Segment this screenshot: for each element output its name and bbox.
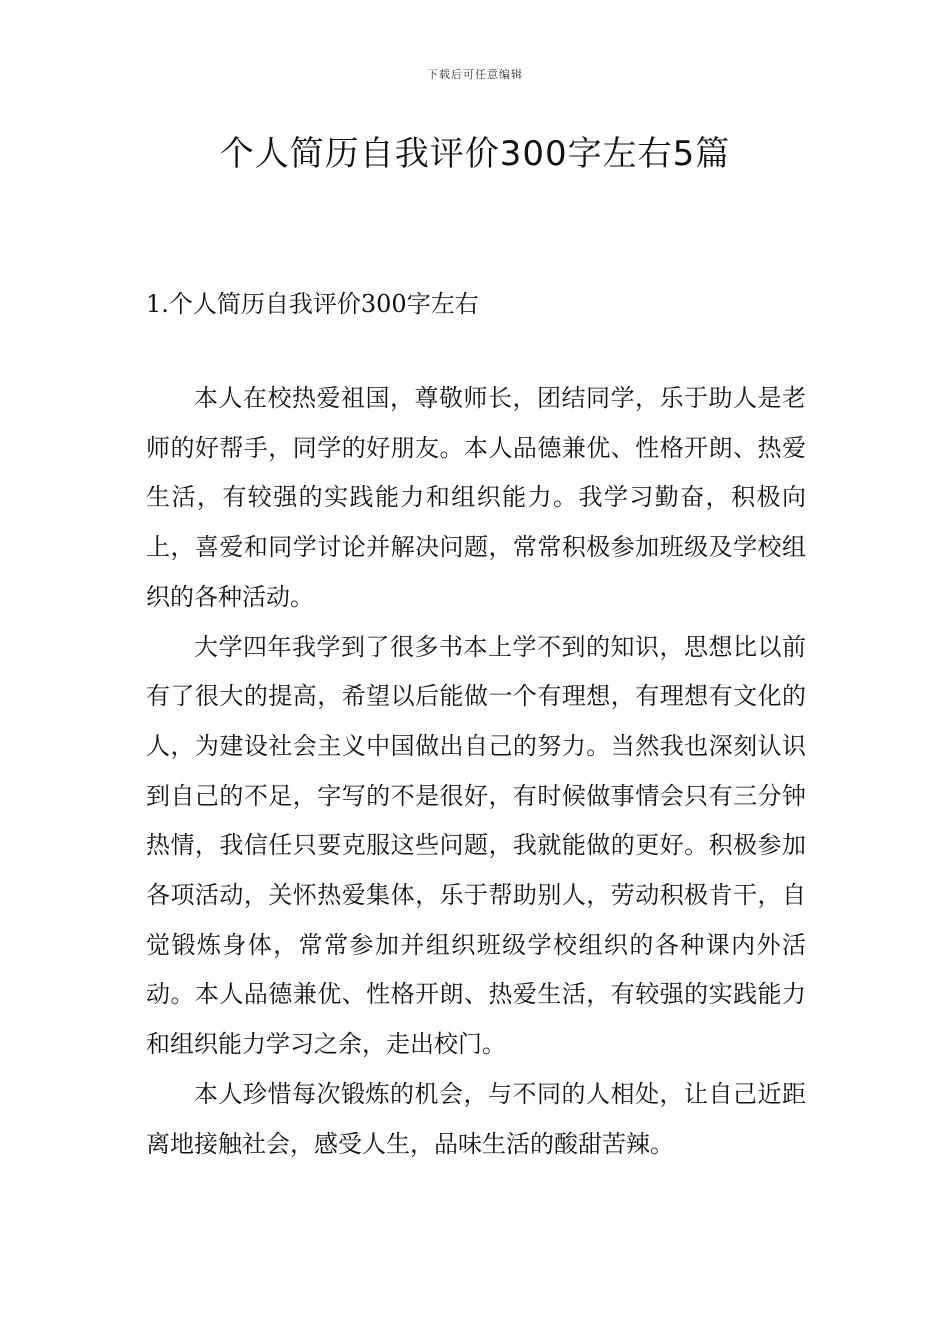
header-note: 下载后可任意编辑 [427,68,523,81]
document-title: 个人简历自我评价300字左右5篇 [219,134,731,174]
paragraph-1: 本人在校热爱祖国，尊敬师长，团结同学，乐于助人是老师的好帮手，同学的好朋友。本人品德兼优、性格开朗、热爱生活，有较强的实践能力和组织能力。我学习勤奋，积极向上，喜爱和同学讨论并解决问题，常常积极参加班级及学校组织的各种活动。 [146,384,806,611]
section-heading: 1.个人简历自我评价300字左右 [146,290,479,318]
paragraph-2: 大学四年我学到了很多书本上学不到的知识，思想比以前有了很大的提高，希望以后能做一个有理想，有理想有文化的人，为建设社会主义中国做出自己的努力。当然我也深刻认识到自己的不足，字写的不是很好，有时候做事情会只有三分钟热情，我信任只要克服这些问题，我就能做的更好。积极参加各项活动，关怀热爱集体，乐于帮助别人，劳动积极肯干，自觉锻炼身体，常常参加并组织班级学校组织的各种课内外活动。本人品德兼优、性格开朗、热爱生活，有较强的实践能力和组织能力学习之余，走出校门。 [146,632,806,1059]
paragraph-3: 本人珍惜每次锻炼的机会，与不同的人相处，让自己近距离地接触社会，感受人生，品味生活的酸甜苦辣。 [146,1079,806,1158]
document-body [146,374,806,1169]
